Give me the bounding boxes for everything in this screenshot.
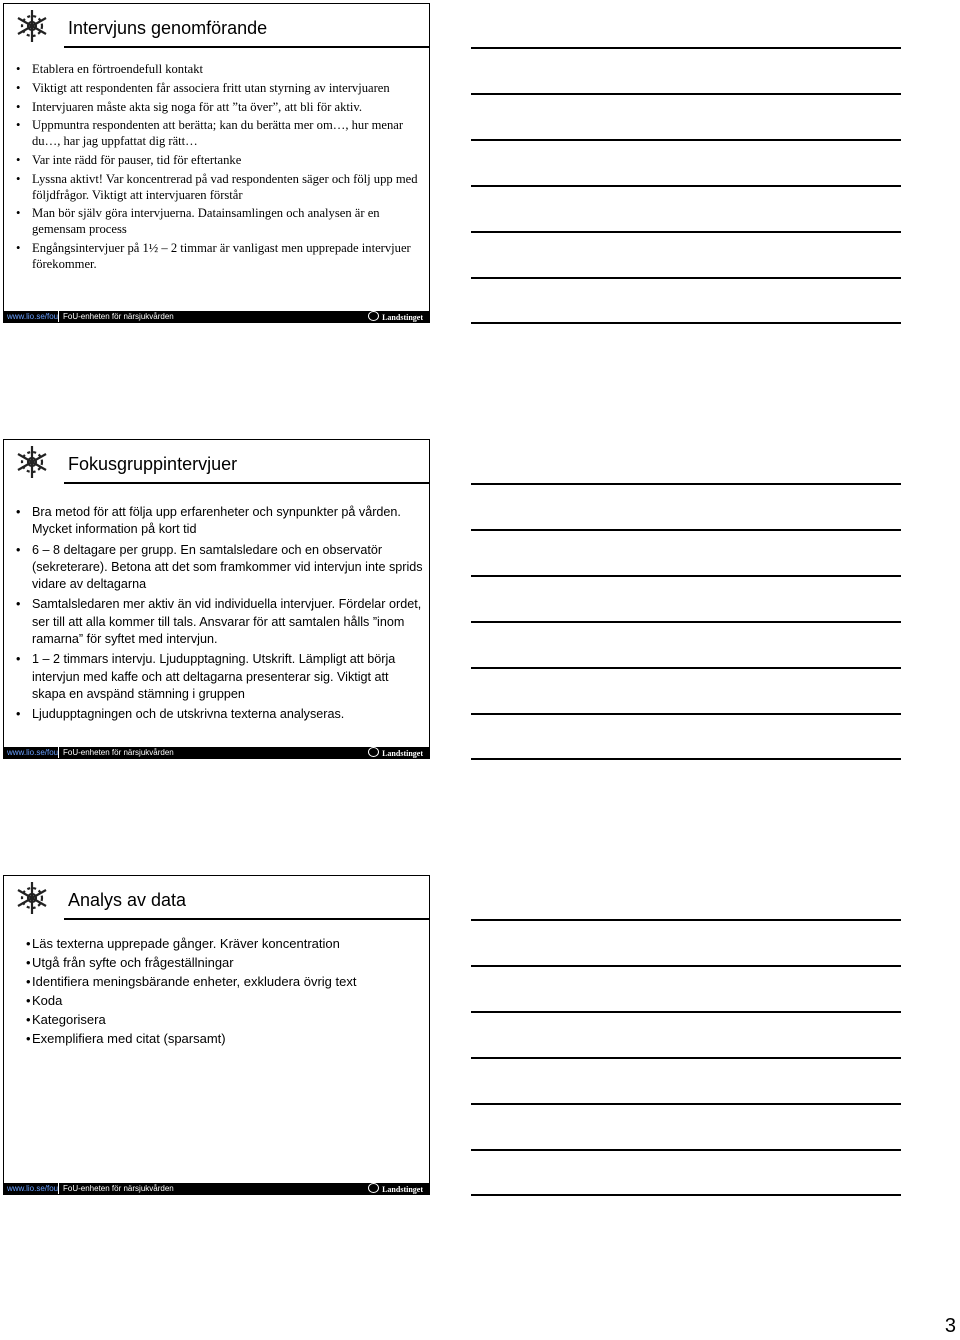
list-item: • 1 – 2 timmars intervju. Ljudupptagning. Utskrift. Lämpligt att börja intervjun med kaffe och att deltagarna presenterar sig. Viktigt att skapa en avspänd stämning i gruppen (16, 651, 423, 703)
note-line (471, 1149, 901, 1151)
slide-1 (3, 3, 430, 323)
note-line (471, 758, 901, 760)
note-line (471, 965, 901, 967)
footer-separator (58, 311, 59, 322)
note-line (471, 139, 901, 141)
list-item: • Viktigt att respondenten får associera fritt utan styrning av intervjuaren (16, 81, 423, 97)
slide-footer (4, 1183, 429, 1194)
list-item: • Lyssna aktivt! Var koncentrerad på vad respondenten säger och följ upp med följdfrågor. Viktigt att intervjuaren förstår (16, 172, 423, 204)
slide-header (4, 440, 429, 486)
bullet-list (16, 504, 423, 727)
list-item: • Etablera en förtroendefull kontakt (16, 62, 423, 78)
note-line (471, 185, 901, 187)
footer-separator (58, 1183, 59, 1194)
list-item: • Intervjuaren måste akta sig noga för att ”ta över”, att bli för aktiv. (16, 100, 423, 116)
title-divider (64, 46, 429, 48)
brand-label: Landstinget (382, 749, 423, 758)
footer-brand (368, 311, 423, 323)
note-line (471, 47, 901, 49)
note-line (471, 277, 901, 279)
list-item: • Identifiera meningsbärande enheter, exkludera övrig text (26, 972, 423, 991)
landstinget-logo-icon (368, 747, 379, 757)
slide-title: Intervjuns genomförande (68, 18, 268, 38)
list-item: • Exemplifiera med citat (sparsamt) (26, 1029, 423, 1048)
list-item: • Kategorisera (26, 1010, 423, 1029)
list-item: • Bra metod för att följa upp erfarenheter och synpunkter på vården. Mycket information på kort tid (16, 504, 423, 539)
list-item: • Samtalsledaren mer aktiv än vid individuella intervjuer. Fördelar ordet, ser till att alla kommer till tals. Ansvarar för att samtalen hålls ”inom ramarna” för syftet med intervjun. (16, 596, 423, 648)
note-line (471, 575, 901, 577)
landstinget-logo-icon (368, 311, 379, 321)
snowflake-logo-icon (8, 879, 56, 917)
bullet-list (16, 62, 423, 276)
footer-brand (368, 747, 423, 759)
note-line (471, 322, 901, 324)
note-line (471, 529, 901, 531)
list-item: • Utgå från syfte och frågeställningar (26, 953, 423, 972)
list-item: • Ljudupptagningen och de utskrivna texterna analyseras. (16, 706, 423, 723)
title-divider (64, 918, 429, 920)
slide-title: Fokusgruppintervjuer (68, 454, 238, 474)
list-item: • Koda (26, 991, 423, 1010)
slide-2 (3, 439, 430, 759)
title-divider (64, 482, 429, 484)
note-line (471, 1011, 901, 1013)
bullet-list (26, 934, 423, 1048)
note-line (471, 483, 901, 485)
list-item: • Var inte rädd för pauser, tid för eftertanke (16, 153, 423, 169)
note-line (471, 667, 901, 669)
footer-separator (58, 747, 59, 758)
list-item: • Uppmuntra respondenten att berätta; kan du berätta mer om…, hur menar du…, har jag uppfattat dig rätt… (16, 118, 423, 150)
snowflake-logo-icon (8, 7, 56, 45)
note-line (471, 93, 901, 95)
footer-url-link[interactable]: www.lio.se/fou (7, 1184, 59, 1193)
note-line (471, 231, 901, 233)
list-item: • Man bör själv göra intervjuerna. Datainsamlingen och analysen är en gemensam process (16, 206, 423, 238)
snowflake-logo-icon (8, 443, 56, 481)
note-line (471, 1194, 901, 1196)
slide-header (4, 4, 429, 50)
slide-footer (4, 311, 429, 322)
list-item: • Läs texterna upprepade gånger. Kräver koncentration (26, 934, 423, 953)
note-line (471, 621, 901, 623)
footer-url-link[interactable]: www.lio.se/fou (7, 312, 59, 321)
brand-label: Landstinget (382, 313, 423, 322)
footer-unit: FoU-enheten för närsjukvården (63, 312, 174, 321)
note-line (471, 713, 901, 715)
brand-label: Landstinget (382, 1185, 423, 1194)
footer-unit: FoU-enheten för närsjukvården (63, 1184, 174, 1193)
footer-url-link[interactable]: www.lio.se/fou (7, 748, 59, 757)
slide-footer (4, 747, 429, 758)
footer-brand (368, 1183, 423, 1195)
list-item: • 6 – 8 deltagare per grupp. En samtalsledare och en observatör (sekreterare). Betona att det som framkommer vid intervjun inte sprids vidare av deltagarna (16, 542, 423, 594)
note-line (471, 1103, 901, 1105)
slide-header (4, 876, 429, 922)
list-item: • Engångsintervjuer på 1½ – 2 timmar är vanligast men upprepade intervjuer förekommer. (16, 241, 423, 273)
slide-3 (3, 875, 430, 1195)
note-line (471, 919, 901, 921)
note-line (471, 1057, 901, 1059)
landstinget-logo-icon (368, 1183, 379, 1193)
slide-title: Analys av data (68, 890, 187, 910)
page-number: 3 (944, 1315, 956, 1337)
footer-unit: FoU-enheten för närsjukvården (63, 748, 174, 757)
